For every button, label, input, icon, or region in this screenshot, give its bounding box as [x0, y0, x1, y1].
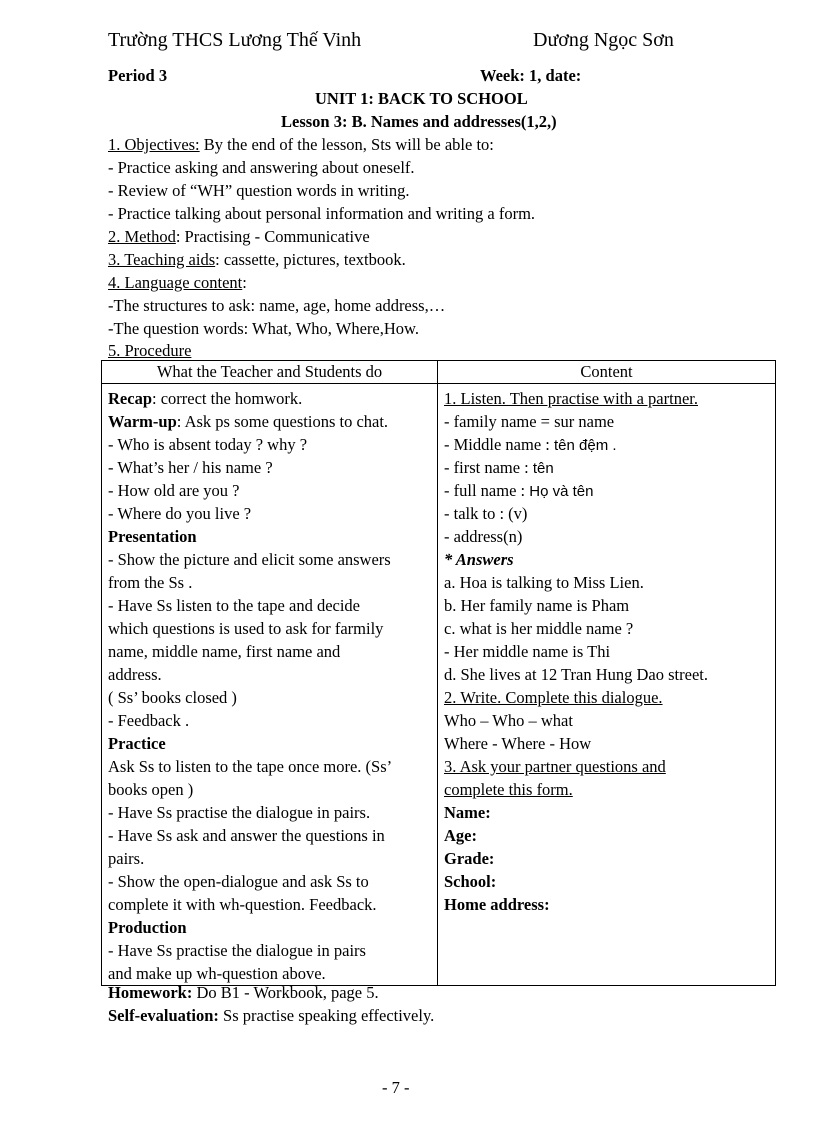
right-line [444, 870, 769, 893]
aids-label: 3. Teaching aids [108, 250, 216, 269]
right-text: b. Her family name is Pham [444, 596, 630, 615]
left-text: - Have Ss practise the dialogue in pairs [108, 941, 366, 960]
teacher-name: Dương Ngọc Sơn [533, 29, 674, 51]
right-line [444, 801, 769, 824]
left-line [108, 640, 431, 663]
left-text: complete it with wh-question. Feedback. [108, 895, 377, 914]
right-section-title: 2. Write. Complete this dialogue. [444, 688, 663, 707]
left-line [108, 847, 431, 870]
left-text: - How old are you ? [108, 481, 240, 500]
vietnamese-note: Họ và tên [529, 483, 594, 500]
right-text: - address(n) [444, 527, 523, 546]
method-label: 2. Method [108, 227, 176, 246]
right-text: Who – Who – what [444, 711, 573, 730]
method-line [108, 227, 370, 247]
right-line [444, 525, 769, 548]
vietnamese-note: tên đệm . [553, 437, 617, 454]
week-label: Week: 1, date: [480, 66, 582, 85]
right-line [444, 433, 769, 456]
left-line [108, 962, 431, 985]
left-line [108, 594, 431, 617]
left-line [108, 571, 431, 594]
objective-item: - Practice talking about personal information and writing a form. [108, 204, 536, 223]
right-line [444, 640, 769, 663]
right-line [444, 479, 769, 502]
right-line [444, 594, 769, 617]
right-text: - full name : [444, 481, 530, 500]
left-text: pairs. [108, 849, 145, 868]
unit-title: UNIT 1: BACK TO SCHOOL [315, 89, 528, 108]
left-text: - Show the picture and elicit some answers [108, 550, 391, 569]
left-line [108, 755, 431, 778]
right-section-title: 1. Listen. Then practise with a partner. [444, 389, 698, 408]
left-heading: Production [108, 918, 187, 937]
left-text: which questions is used to ask for farmily [108, 619, 384, 638]
right-line [444, 387, 769, 410]
left-text: - Where do you live ? [108, 504, 252, 523]
right-text: - Her middle name is Thi [444, 642, 611, 661]
right-text: c. what is her middle name ? [444, 619, 634, 638]
aids-text: : cassette, pictures, textbook. [215, 250, 406, 269]
procedure-table [101, 360, 776, 986]
right-line [444, 709, 769, 732]
left-text: Ask Ss to listen to the tape once more. (Ss’ [108, 757, 393, 776]
left-line [108, 916, 431, 939]
activities-cell [102, 384, 438, 986]
left-line [108, 893, 431, 916]
left-heading: Recap [108, 389, 152, 408]
vietnamese-note: tên [532, 460, 554, 477]
language-item: -The structures to ask: name, age, home address,… [108, 296, 446, 315]
method-text: : Practising - Communicative [175, 227, 370, 246]
left-heading: Practice [108, 734, 166, 753]
left-line [108, 479, 431, 502]
objectives-text: By the end of the lesson, Sts will be able to: [199, 135, 494, 154]
right-line [444, 893, 769, 916]
left-text: address. [108, 665, 162, 684]
right-line [444, 663, 769, 686]
left-line [108, 617, 431, 640]
left-line [108, 433, 431, 456]
left-line [108, 548, 431, 571]
left-text: : Ask ps some questions to chat. [176, 412, 389, 431]
right-text: a. Hoa is talking to Miss Lien. [444, 573, 644, 592]
right-line [444, 410, 769, 433]
answers-heading: * Answers [444, 550, 514, 569]
right-line [444, 686, 769, 709]
right-line [444, 571, 769, 594]
left-line [108, 824, 431, 847]
left-line [108, 801, 431, 824]
right-heading: Grade: [444, 849, 495, 868]
objectives-line [108, 135, 494, 155]
left-line [108, 456, 431, 479]
left-text: - Show the open-dialogue and ask Ss to [108, 872, 369, 891]
selfeval-line [108, 1006, 434, 1026]
left-line [108, 732, 431, 755]
right-heading: Home address: [444, 895, 550, 914]
left-text: from the Ss . [108, 573, 193, 592]
right-text: Where - Where - How [444, 734, 592, 753]
left-text: books open ) [108, 780, 194, 799]
right-line [444, 732, 769, 755]
right-line [444, 548, 769, 571]
left-text: - Have Ss listen to the tape and decide [108, 596, 361, 615]
right-line [444, 456, 769, 479]
objective-item: - Review of “WH” question words in writing. [108, 181, 410, 200]
right-heading: Name: [444, 803, 491, 822]
page-number: - 7 - [382, 1078, 410, 1097]
left-text: - Have Ss practise the dialogue in pairs. [108, 803, 371, 822]
right-section-title: complete this form. [444, 780, 573, 799]
right-line [444, 755, 769, 778]
content-cell [438, 384, 776, 986]
right-section-title: 3. Ask your partner questions and [444, 757, 666, 776]
selfeval-text: Ss practise speaking effectively. [218, 1006, 435, 1025]
left-text: - Who is absent today ? why ? [108, 435, 308, 454]
right-text: - talk to : (v) [444, 504, 528, 523]
right-line [444, 502, 769, 525]
right-text: - family name = sur name [444, 412, 615, 431]
left-text: and make up wh-question above. [108, 964, 326, 983]
left-heading: Presentation [108, 527, 197, 546]
procedure-label: 5. Procedure [108, 341, 192, 360]
homework-line [108, 983, 379, 1003]
lesson-title: Lesson 3: B. Names and addresses(1,2,) [281, 112, 557, 131]
left-text: - Have Ss ask and answer the questions in [108, 826, 385, 845]
table-header-content: Content [438, 361, 776, 384]
right-text: - Middle name : [444, 435, 554, 454]
left-line [108, 387, 431, 410]
left-line [108, 939, 431, 962]
right-text: - first name : [444, 458, 533, 477]
language-line [108, 273, 247, 293]
homework-text: Do B1 - Workbook, page 5. [192, 983, 379, 1002]
objectives-label: 1. Objectives: [108, 135, 200, 154]
right-line [444, 617, 769, 640]
right-line [444, 824, 769, 847]
left-line [108, 410, 431, 433]
homework-label: Homework: [108, 983, 193, 1002]
language-text: : [242, 273, 247, 292]
school-name: Trường THCS Lương Thế Vinh [108, 29, 362, 51]
left-text: ( Ss’ books closed ) [108, 688, 237, 707]
objective-item: - Practice asking and answering about oneself. [108, 158, 415, 177]
table-header-activities: What the Teacher and Students do [102, 361, 438, 384]
selfeval-label: Self-evaluation: [108, 1006, 219, 1025]
right-heading: School: [444, 872, 497, 891]
left-text: : correct the homwork. [152, 389, 303, 408]
left-text: - What’s her / his name ? [108, 458, 273, 477]
left-text: name, middle name, first name and [108, 642, 341, 661]
left-heading: Warm-up [108, 412, 177, 431]
aids-line [108, 250, 406, 270]
right-line [444, 847, 769, 870]
left-text: - Feedback . [108, 711, 190, 730]
language-label: 4. Language content [108, 273, 243, 292]
left-line [108, 686, 431, 709]
right-text: d. She lives at 12 Tran Hung Dao street. [444, 665, 708, 684]
period-label: Period 3 [108, 66, 168, 85]
language-item: -The question words: What, Who, Where,How. [108, 319, 419, 338]
left-line [108, 870, 431, 893]
left-line [108, 778, 431, 801]
left-line [108, 709, 431, 732]
left-line [108, 663, 431, 686]
right-line [444, 778, 769, 801]
left-line [108, 525, 431, 548]
right-heading: Age: [444, 826, 477, 845]
left-line [108, 502, 431, 525]
